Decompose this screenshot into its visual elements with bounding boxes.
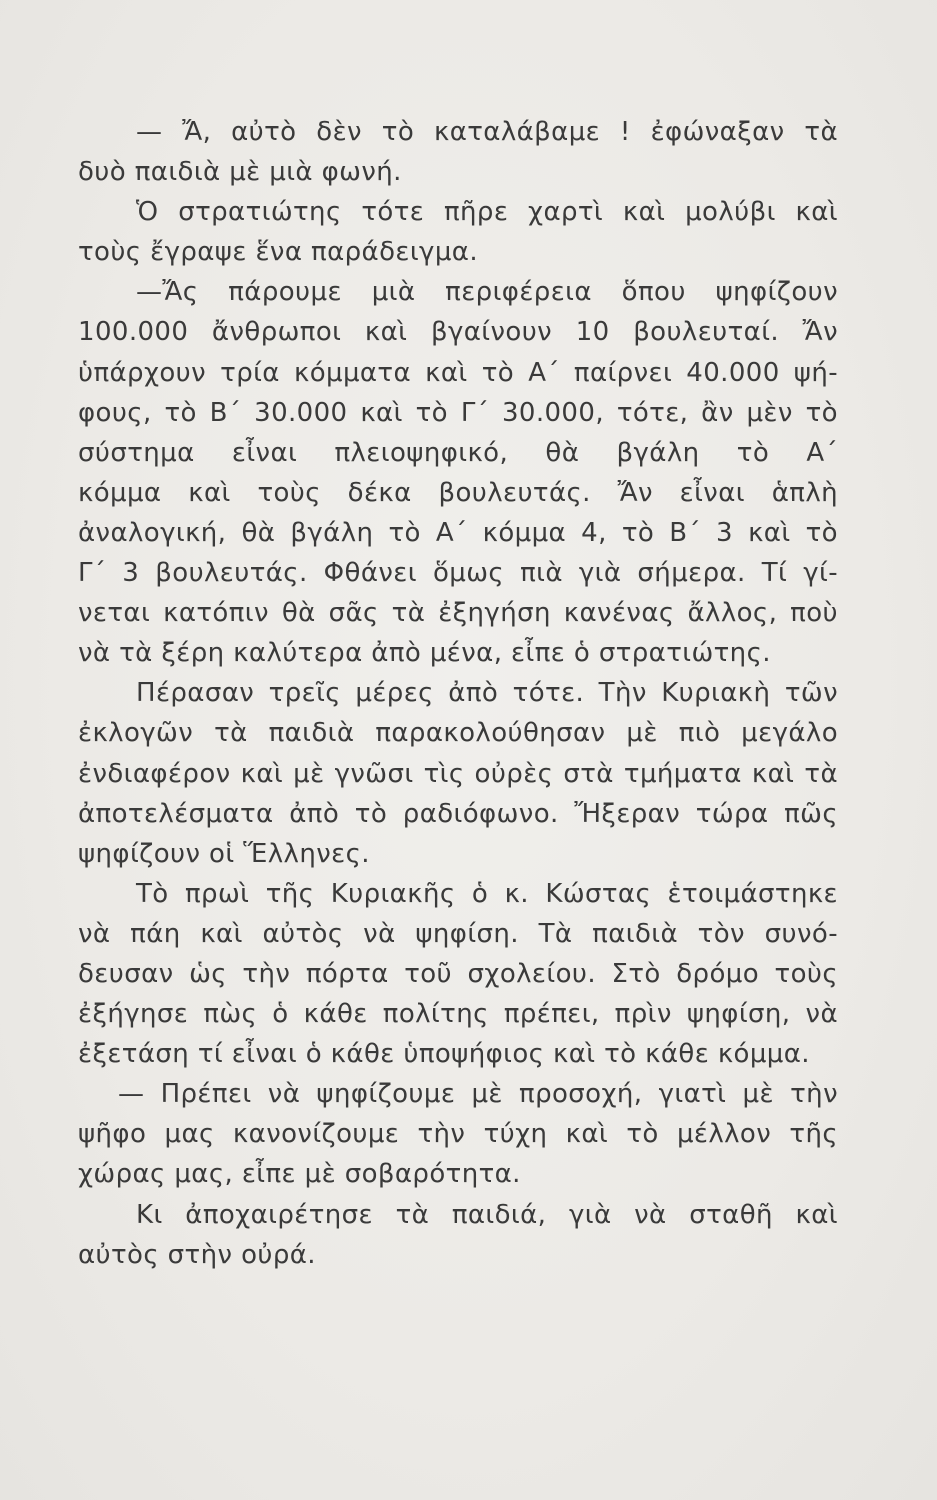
text-line: νὰ πάη καὶ αὐτὸς νὰ ψηφίση. Τὰ παιδιὰ τὸν συνό-: [78, 918, 838, 949]
text-line: Πέρασαν τρεῖς μέρες ἀπὸ τότε. Τὴν Κυριακὴ τῶν: [136, 678, 838, 709]
text-line: ψῆφο μας κανονίζουμε τὴν τύχη καὶ τὸ μέλλον τῆς: [78, 1119, 838, 1150]
text-line: — Πρέπει νὰ ψηφίζουμε μὲ προσοχή, γιατὶ μὲ τὴν: [118, 1079, 838, 1110]
text-line: Τὸ πρωὶ τῆς Κυριακῆς ὁ κ. Κώστας ἑτοιμάστηκε: [136, 878, 838, 909]
text-line: 100.000 ἄνθρωποι καὶ βγαίνουν 10 βουλευταί. Ἄν: [78, 317, 838, 348]
text-line: δυὸ παιδιὰ μὲ μιὰ φωνή.: [78, 157, 402, 188]
text-line: ἀποτελέσματα ἀπὸ τὸ ραδιόφωνο. Ἤξεραν τώρα πῶς: [78, 798, 838, 829]
text-line: δευσαν ὡς τὴν πόρτα τοῦ σχολείου. Στὸ δρόμο τοὺς: [78, 958, 838, 989]
text-line: νὰ τὰ ξέρη καλύτερα ἀπὸ μένα, εἶπε ὁ στρατιώτης.: [78, 638, 771, 669]
text-line: τοὺς ἔγραψε ἕνα παράδειγμα.: [78, 237, 478, 268]
text-line: ἐκλογῶν τὰ παιδιὰ παρακολούθησαν μὲ πιὸ μεγάλο: [78, 718, 838, 749]
text-line: σύστημα εἶναι πλειοψηφικό, θὰ βγάλη τὸ Α΄: [78, 437, 838, 468]
text-line: ἀναλογική, θὰ βγάλη τὸ Α΄ κόμμα 4, τὸ Β΄ 3 καὶ τὸ: [78, 517, 838, 548]
text-line: ἐνδιαφέρον καὶ μὲ γνῶσι τὶς οὐρὲς στὰ τμήματα καὶ τὰ: [78, 758, 838, 789]
text-line: ἐξήγησε πὼς ὁ κάθε πολίτης πρέπει, πρὶν ψηφίση, νὰ: [78, 999, 838, 1030]
text-line: ὑπάρχουν τρία κόμματα καὶ τὸ Α΄ παίρνει 40.000 ψή-: [78, 357, 838, 388]
text-line: —Ἄς πάρουμε μιὰ περιφέρεια ὅπου ψηφίζουν: [136, 277, 838, 308]
text-line: Γ΄ 3 βουλευτάς. Φθάνει ὅμως πιὰ γιὰ σήμερα. Τί γί-: [78, 558, 838, 589]
text-line: φους, τὸ Β΄ 30.000 καὶ τὸ Γ΄ 30.000, τότε, ἂν μὲν τὸ: [78, 397, 838, 428]
text-line: αὐτὸς στὴν οὐρά.: [78, 1239, 316, 1270]
text-line: ἐξετάση τί εἶναι ὁ κάθε ὑποψήφιος καὶ τὸ κάθε κόμμα.: [78, 1039, 810, 1070]
text-line: χώρας μας, εἶπε μὲ σοβαρότητα.: [78, 1159, 521, 1190]
text-line: ψηφίζουν οἱ Ἕλληνες.: [78, 838, 370, 869]
text-line: Κι ἀποχαιρέτησε τὰ παιδιά, γιὰ νὰ σταθῆ καὶ: [136, 1199, 838, 1230]
text-line: νεται κατόπιν θὰ σᾶς τὰ ἐξηγήση κανένας ἄλλος, ποὺ: [78, 598, 838, 629]
body-text: [78, 112, 838, 1275]
text-line: Ὁ στρατιώτης τότε πῆρε χαρτὶ καὶ μολύβι καὶ: [136, 197, 838, 228]
text-line: κόμμα καὶ τοὺς δέκα βουλευτάς. Ἄν εἶναι ἁπλὴ: [78, 477, 838, 508]
text-line: — Ἄ, αὐτὸ δὲν τὸ καταλάβαμε ! ἐφώναξαν τὰ: [136, 117, 838, 147]
